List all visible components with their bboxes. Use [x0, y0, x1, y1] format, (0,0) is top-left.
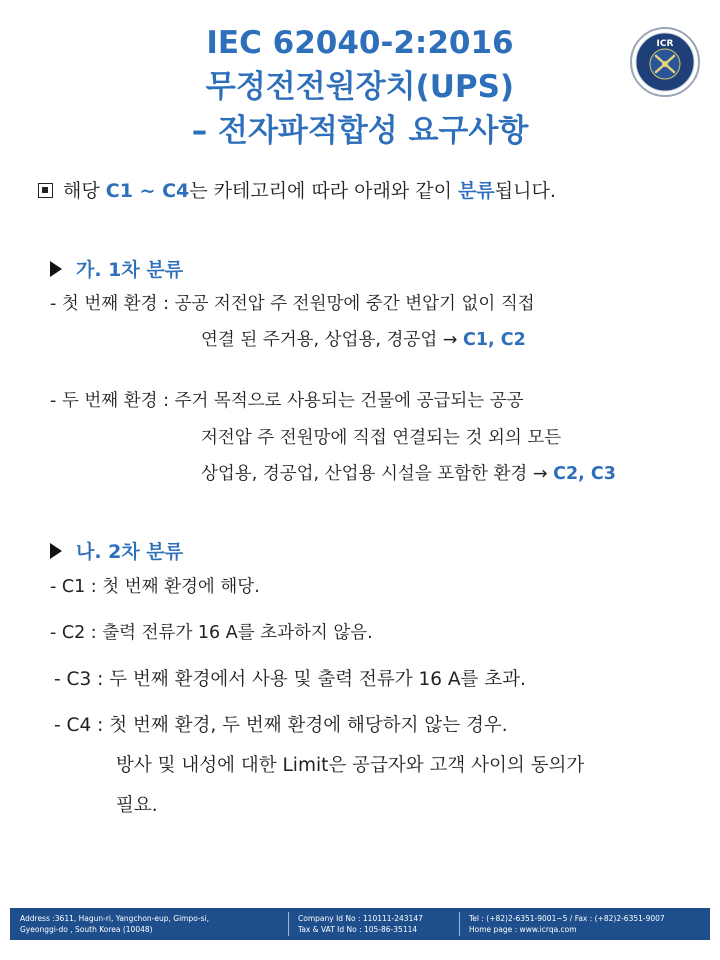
c4-text-1: 첫 번째 환경, 두 번째 환경에 해당하지 않는 경우. — [109, 715, 508, 736]
c2-line — [50, 619, 373, 644]
logo-text: ICR — [656, 39, 674, 49]
icr-seal-logo — [629, 26, 701, 98]
second-environment-line-1 — [50, 387, 524, 412]
intro-emphasis: 분류 — [458, 180, 495, 202]
first-environment-text-2: 연결 된 주거용, 상업용, 경공업 → — [201, 330, 464, 350]
c2-text: 출력 전류가 16 A를 초과하지 않음. — [102, 623, 373, 643]
title-line-3: – 전자파적합성 요구사항 — [191, 113, 529, 149]
second-environment-text-3: 상업용, 경공업, 산업용 시설을 포함한 환경 → — [201, 464, 554, 484]
footer-address-line-1: Address :3611, Hagun-ri, Yangchon-eup, Gimpo-si, — [20, 914, 210, 923]
c1-code: - C1 : — [50, 577, 103, 597]
footer-tax-id: Tax & VAT Id No : 105-86-35114 — [298, 925, 418, 934]
first-environment-line-2 — [201, 326, 526, 351]
triangle-bullet-icon — [50, 261, 62, 277]
first-environment-lead: - 첫 번째 환경 : — [50, 294, 175, 314]
c2-code: - C2 : — [50, 623, 103, 643]
footer-bar — [10, 908, 710, 940]
second-environment-lead: - 두 번째 환경 : — [50, 391, 175, 411]
c3-code: - C3 : — [54, 669, 110, 690]
intro-suffix: 됩니다. — [494, 180, 556, 202]
c4-line-1 — [54, 711, 508, 737]
footer-address — [20, 913, 209, 935]
footer-company-id: Company Id No : 110111-243147 — [298, 914, 423, 923]
footer-address-line-2: Gyeonggi-do , South Korea (10048) — [20, 925, 153, 934]
c3-text: 두 번째 환경에서 사용 및 출력 전류가 16 A를 초과. — [109, 669, 526, 690]
section-1-heading — [50, 255, 183, 282]
footer-divider — [288, 912, 289, 936]
intro-middle: 는 카테고리에 따라 아래와 같이 — [189, 180, 459, 202]
first-environment-line-1 — [50, 290, 535, 315]
second-environment-line-2: 저전압 주 전원망에 직접 연결되는 것 외의 모든 — [201, 428, 562, 448]
section-2-heading — [50, 537, 183, 564]
intro-sentence — [38, 176, 556, 203]
triangle-bullet-icon — [50, 543, 62, 559]
title-line-2: 무정전전원장치(UPS) — [205, 69, 515, 105]
c4-line-3: 필요. — [116, 795, 158, 816]
c4-line-2: 방사 및 내성에 대한 Limit은 공급자와 고객 사이의 동의가 — [116, 755, 585, 776]
intro-prefix: 해당 — [63, 180, 106, 202]
footer-phone-fax: Tel : (+82)2-6351-9001~5 / Fax : (+82)2-6351-9007 — [469, 914, 665, 923]
first-environment-text-1: 공공 저전압 주 전원망에 중간 변압기 없이 직접 — [174, 294, 535, 314]
c3-line — [54, 665, 526, 691]
c4-code: - C4 : — [54, 715, 110, 736]
section-1-label: 가. 1차 분류 — [76, 259, 184, 281]
intro-range: C1 ~ C4 — [105, 180, 190, 202]
square-bullet-icon — [38, 183, 53, 198]
footer-homepage[interactable]: Home page : www.icrqa.com — [469, 925, 577, 934]
footer-contact — [469, 913, 665, 935]
first-environment-categories: C1, C2 — [463, 330, 526, 350]
c1-text: 첫 번째 환경에 해당. — [102, 577, 260, 597]
c1-line — [50, 573, 260, 598]
footer-company — [298, 913, 423, 935]
section-2-label: 나. 2차 분류 — [76, 541, 184, 563]
footer-divider — [459, 912, 460, 936]
second-environment-line-3 — [201, 460, 616, 485]
second-environment-categories: C2, C3 — [553, 464, 616, 484]
title-line-1: IEC 62040-2:2016 — [206, 25, 514, 61]
second-environment-text-1: 주거 목적으로 사용되는 건물에 공급되는 공공 — [174, 391, 524, 411]
